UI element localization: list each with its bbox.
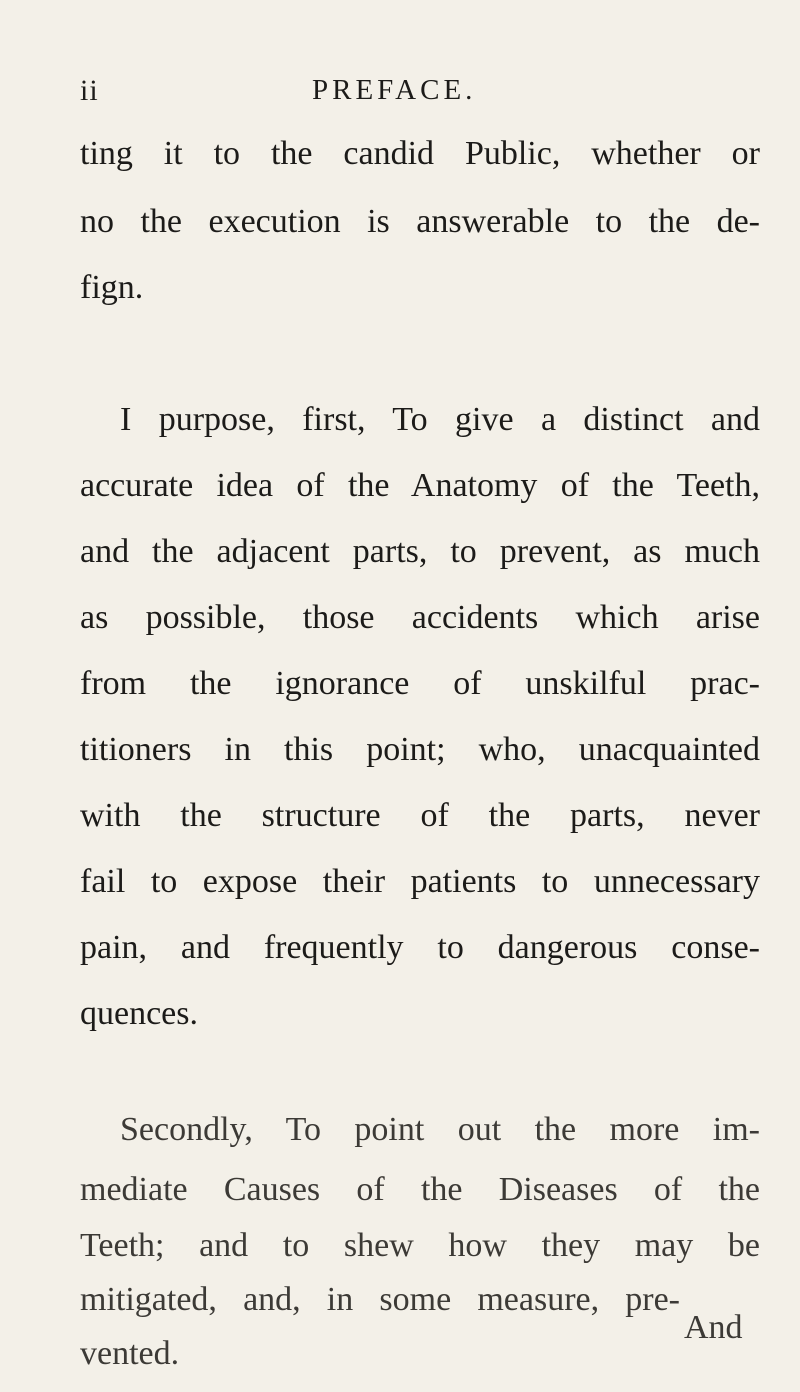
text-line: with the structure of the parts, never [80, 797, 760, 834]
catchword: And [684, 1309, 743, 1346]
page-header [80, 74, 760, 114]
text-line: I purpose, first, To give a distinct and [120, 401, 760, 438]
running-title: PREFACE. [312, 74, 477, 106]
text-line: and the adjacent parts, to prevent, as much [80, 533, 760, 570]
text-line: vented. [80, 1335, 180, 1372]
text-line: titioners in this point; who, unacquainted [80, 731, 760, 768]
text-line: from the ignorance of unskilful prac- [80, 665, 760, 702]
text-line: quences. [80, 995, 199, 1032]
text-line: fign. [80, 269, 144, 306]
text-line: pain, and frequently to dangerous conse- [80, 929, 760, 966]
text-line: Teeth; and to shew how they may be [80, 1227, 760, 1264]
text-line: no the execution is answerable to the de- [80, 203, 760, 240]
text-line: mediate Causes of the Diseases of the [80, 1171, 760, 1208]
text-line: Secondly, To point out the more im- [120, 1111, 760, 1148]
text-line: fail to expose their patients to unnecessary [80, 863, 760, 900]
text-line: ting it to the candid Public, whether or [80, 135, 760, 172]
text-line: mitigated, and, in some measure, pre- [80, 1281, 680, 1318]
text-line: as possible, those accidents which arise [80, 599, 760, 636]
page-number: ii [80, 74, 99, 107]
text-line: accurate idea of the Anatomy of the Teeth, [80, 467, 760, 504]
